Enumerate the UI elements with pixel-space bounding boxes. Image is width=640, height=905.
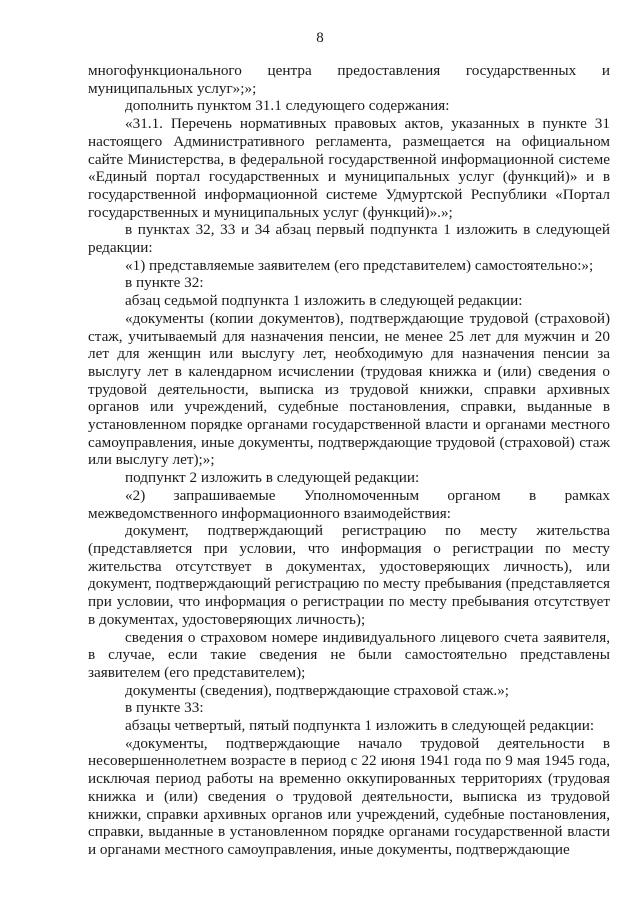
paragraph: «1) представляемые заявителем (его представителем) самостоятельно:»; — [125, 256, 594, 274]
paragraph: «документы, подтверждающие начало трудовой деятельности в несовершеннолетнем возрасте в период с 22 июня 1941 года по 9 мая 1945 года, исключая период работы на временно оккупированных территориях (трудовая книжка и (или) сведения о трудовой деятельности, выписка из трудовой книжки, справки архивных органов или учреждений, судебные постановления, справки, выданные в установленном порядке органами государственной власти и органами местного самоуправления, иные документы, подтверждающие — [88, 734, 610, 858]
document-body — [88, 62, 610, 859]
paragraph: многофункционального центра предоставления государственных и муниципальных услуг»;»; — [88, 62, 610, 97]
paragraph: сведения о страховом номере индивидуального лицевого счета заявителя, в случае, если такие сведения не были самостоятельно представлены заявителем (его представителем); — [88, 628, 610, 681]
paragraph: дополнить пунктом 31.1 следующего содержания: — [125, 97, 450, 115]
paragraph: в пункте 32: — [125, 274, 204, 292]
paragraph: «31.1. Перечень нормативных правовых актов, указанных в пункте 31 настоящего Административного регламента, размещается на официальном сайте Министерства, в федеральной государственной информационной системе «Единый портал государственных и муниципальных услуг (функций)» и в государственной информационной системе Удмуртской Республики «Портал государственных и муниципальных услуг (функций)».»; — [88, 115, 610, 221]
paragraph: документ, подтверждающий регистрацию по месту жительства (представляется при условии, что информация о регистрации по месту жительства отсутствует в документах, удостоверяющих личность), или документ, подтверждающий регистрацию по месту пребывания (представляется при условии, что информация о регистрации по месту пребывания отсутствует в документах, удостоверяющих личность); — [88, 522, 610, 628]
paragraph: абзацы четвертый, пятый подпункта 1 изложить в следующей редакции: — [125, 717, 595, 735]
paragraph: подпункт 2 изложить в следующей редакции: — [125, 469, 420, 487]
paragraph: абзац седьмой подпункта 1 изложить в следующей редакции: — [125, 292, 523, 310]
paragraph: «2) запрашиваемые Уполномоченным органом в рамках межведомственного информационного взаимодействия: — [88, 486, 610, 522]
paragraph: в пунктах 32, 33 и 34 абзац первый подпункта 1 изложить в следующей редакции: — [88, 221, 610, 257]
paragraph: документы (сведения), подтверждающие страховой стаж.»; — [125, 681, 510, 699]
page-number: 8 — [316, 30, 324, 46]
paragraph: в пункте 33: — [125, 699, 204, 717]
paragraph: «документы (копии документов), подтверждающие трудовой (страховой) стаж, учитываемый для назначения пенсии, не менее 25 лет для мужчин и 20 лет для женщин или выслугу лет, необходимую для назначения пенсии за выслугу лет в календарном исчислении (трудовая книжка и (или) сведения о трудовой деятельности, выписка из трудовой книжки, справки архивных органов или учреждений, судебные постановления, справки, выданные в установленном порядке органами государственной власти и органами местного самоуправления, иные документы, подтверждающие трудовой (страховой) стаж или выслугу лет);»; — [88, 309, 610, 469]
